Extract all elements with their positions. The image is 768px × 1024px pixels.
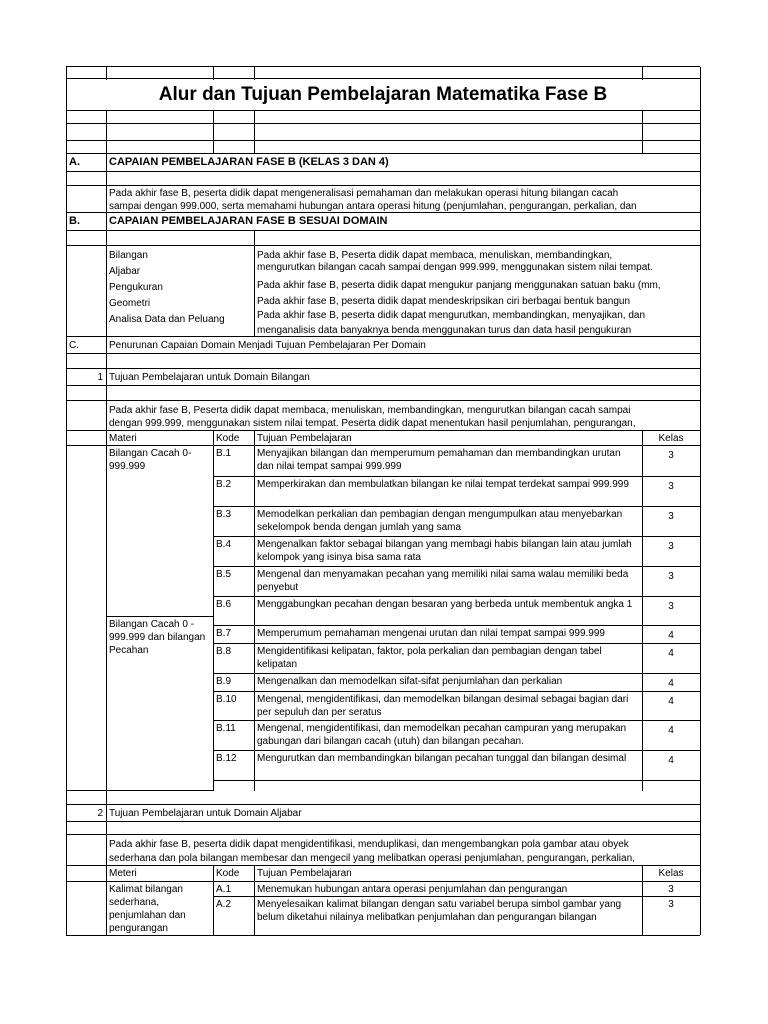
blank-row	[66, 354, 700, 369]
kelas-cell: 3	[668, 601, 674, 612]
tujuan-a1: Menemukan hubungan antara operasi penjumlahan dan pengurangan	[257, 884, 568, 895]
kelas-a2: 3	[668, 899, 674, 910]
kelas-cell: 4	[668, 755, 674, 766]
kelas-cell: 4	[668, 696, 674, 707]
spreadsheet	[66, 66, 700, 936]
blank-row	[66, 172, 700, 186]
domain1-text-line2: dengan 999.999, menggunakan sistem nilai tempat. Peserta didik dapat menentukan hasil penjumlahan, pengurangan,	[109, 418, 636, 429]
domain-name-aljabar: Aljabar	[109, 266, 141, 277]
tujuan-a2: Menyelesaikan kalimat bilangan dengan satu variabel berupa simbol gambar yang belum diketahui nilainya melibatkan penjumlahan dan pengurangan bilangan	[257, 899, 622, 923]
kode-cell: B.4	[216, 539, 232, 550]
tujuan-cell: Memodelkan perkalian dan pembagian dengan mengumpulkan atau menyebarkan sekelompok benda dengan jumlah yang sama	[257, 509, 623, 533]
row-divider	[213, 780, 700, 781]
domain-name-pengukuran: Pengukuran	[109, 282, 163, 293]
blank-row	[66, 822, 700, 835]
domain1-heading: Tujuan Pembelajaran untuk Domain Bilangan	[109, 372, 310, 383]
kode-cell: B.11	[216, 723, 236, 734]
domain-text-pengukuran: Pada akhir fase B, peserta didik dapat mengukur panjang menggunakan satuan baku (mm,	[257, 280, 661, 291]
domain2-text-line1: Pada akhir fase B, peserta didik dapat mengidentifikasi, menduplikasi, dan mengembangkan pola gambar atau obyek	[109, 839, 629, 850]
section-a-label: A.	[69, 156, 80, 168]
header-materi: Materi	[109, 433, 137, 444]
kelas-a1: 3	[668, 884, 674, 895]
blank-row	[66, 231, 700, 246]
kode-cell: B.5	[216, 569, 232, 580]
section-b-domains	[66, 246, 700, 337]
domain-text-bilangan: Pada akhir fase B, Peserta didik dapat membaca, menuliskan, membandingkan,	[257, 250, 613, 261]
tujuan-cell: Memperkirakan dan membulatkan bilangan ke nilai tempat terdekat sampai 999.999	[257, 479, 629, 490]
title-row	[66, 79, 700, 111]
kelas-cell: 4	[668, 678, 674, 689]
materi-bilangan-cacah: Bilangan Cacah 0-999.999	[109, 448, 192, 472]
kode-cell: B.10	[216, 694, 237, 705]
domain2-table-header	[66, 866, 700, 882]
section-a-text-line1: Pada akhir fase B, peserta didik dapat mengeneralisasi pemahaman dan melakukan operasi hitung bilangan cacah	[109, 188, 619, 199]
domain2-text-line2: sederhana dan pola bilangan membesar dan mengecil yang melibatkan operasi penjumlahan, pengurangan, perkalian,	[109, 853, 635, 864]
kelas-cell: 3	[668, 450, 674, 461]
kode-cell: B.7	[216, 628, 232, 639]
kelas-cell: 3	[668, 511, 674, 522]
domain2-number: 2	[97, 808, 103, 819]
kode-cell: B.12	[216, 753, 237, 764]
header-kelas: Kelas	[658, 433, 684, 444]
tujuan-cell: Mengenalkan faktor sebagai bilangan yang membagi habis bilangan lain atau jumlah kelompok yang isinya bisa sama rata	[257, 539, 632, 563]
header-kelas-2: Kelas	[658, 868, 684, 879]
kelas-cell: 4	[668, 725, 674, 736]
kode-a1: A.1	[216, 884, 232, 895]
section-b-heading: CAPAIAN PEMBELAJARAN FASE B SESUAI DOMAIN	[109, 215, 388, 227]
domain2-table-body	[66, 882, 700, 936]
kode-a2: A.2	[216, 899, 232, 910]
section-b-label: B.	[69, 215, 80, 227]
domain-text-analisa-line2: menganalisis data banyaknya benda menggunakan turus dan data hasil pengukuran	[257, 325, 632, 336]
domain2-heading: Tujuan Pembelajaran untuk Domain Aljabar	[109, 808, 302, 819]
blank-row	[66, 124, 700, 141]
materi-kalimat-bilangan: Kalimat bilangan sederhana, penjumlahan dan pengurangan	[109, 884, 186, 934]
domain-text-geometri: Pada akhir fase B, peserta didik dapat mendeskripsikan ciri berbagai bentuk bangun	[257, 296, 631, 307]
domain-name-bilangan: Bilangan	[109, 250, 148, 261]
header-tujuan-2: Tujuan Pembelajaran	[257, 868, 352, 879]
tujuan-cell: Menyajikan bilangan dan memperumum pemahaman dan membandingkan urutan dan nilai tempat sampai 999.999	[257, 448, 621, 472]
tujuan-cell: Mengenal, mengidentifikasi, dan memodelkan pecahan campuran yang merupakan gabungan dari bilangan cacah (utuh) dan bilangan pecahan.	[257, 723, 627, 747]
section-a-row	[66, 154, 700, 172]
kode-cell: B.2	[216, 479, 232, 490]
domain1-text-row	[66, 401, 700, 431]
header-meteri: Meteri	[109, 868, 137, 879]
tujuan-cell: Mengurutkan dan membandingkan bilangan pecahan tunggal dan bilangan desimal	[257, 753, 627, 764]
blank-row	[66, 791, 700, 805]
kelas-cell: 4	[668, 630, 674, 641]
section-c-heading: Penurunan Capaian Domain Menjadi Tujuan Pembelajaran Per Domain	[109, 340, 426, 351]
section-c-row	[66, 337, 700, 354]
tujuan-cell: Mengenal dan menyamakan pecahan yang memiliki nilai sama walau memiliki beda penyebut	[257, 569, 629, 593]
section-a-text-line2: sampai dengan 999.000, serta memahami hubungan antara operasi hitung (penjumlahan, pengurangan, perkalian, dan	[109, 201, 637, 212]
domain1-table-body	[66, 446, 700, 791]
kelas-cell: 3	[668, 481, 674, 492]
domain1-heading-row	[66, 369, 700, 386]
header-kode: Kode	[216, 433, 240, 444]
domain2-text-row	[66, 835, 700, 866]
domain1-table-header	[66, 431, 700, 446]
materi-bilangan-pecahan: Bilangan Cacah 0 - 999.999 dan bilangan Pecahan	[109, 619, 206, 656]
kode-cell: B.3	[216, 509, 232, 520]
domain1-number: 1	[97, 372, 103, 383]
blank-row	[66, 111, 700, 124]
domain-name-geometri: Geometri	[109, 298, 151, 309]
domain2-heading-row	[66, 805, 700, 822]
page-title: Alur dan Tujuan Pembelajaran Matematika Fase B	[158, 84, 608, 105]
kode-cell: B.6	[216, 599, 232, 610]
domain-text-aljabar: mengurutkan bilangan cacah sampai dengan 999.999, menggunakan sistem nilai tempat.	[257, 262, 653, 273]
domain1-text-line1: Pada akhir fase B, Peserta didik dapat membaca, menuliskan, membandingkan, mengurutkan bilangan cacah sampai	[109, 405, 631, 416]
tujuan-cell: Mengenalkan dan memodelkan sifat-sifat penjumlahan dan perkalian	[257, 676, 563, 687]
domain-name-analisa: Analisa Data dan Peluang	[109, 314, 225, 325]
blank-row	[66, 66, 700, 79]
blank-row	[66, 141, 700, 154]
section-c-label: C.	[69, 340, 79, 351]
kode-cell: B.9	[216, 676, 232, 687]
section-a-text-row	[66, 186, 700, 213]
tujuan-cell: Mengidentifikasi kelipatan, faktor, pola perkalian dan pembagian dengan tabel kelipatan	[257, 646, 602, 670]
blank-row	[66, 386, 700, 401]
section-a-heading: CAPAIAN PEMBELAJARAN FASE B (KELAS 3 DAN 4)	[109, 156, 389, 168]
tujuan-cell: Menggabungkan pecahan dengan besaran yang berbeda untuk membentuk angka 1	[257, 599, 633, 610]
kelas-cell: 3	[668, 571, 674, 582]
kode-cell: B.8	[216, 646, 232, 657]
domain-text-analisa: Pada akhir fase B, peserta didik dapat mengurutkan, membandingkan, menyajikan, dan	[257, 310, 646, 321]
kode-cell: B.1	[216, 448, 232, 459]
tujuan-cell: Memperumum pemahaman mengenai urutan dan nilai tempat sampai 999.999	[257, 628, 605, 639]
kelas-cell: 4	[668, 648, 674, 659]
tujuan-cell: Mengenal, mengidentifikasi, dan memodelkan bilangan desimal sebagai bagian dari per sepuluh dan per seratus	[257, 694, 629, 718]
header-tujuan: Tujuan Pembelajaran	[257, 433, 352, 444]
kelas-cell: 3	[668, 541, 674, 552]
section-b-row	[66, 213, 700, 231]
header-kode-2: Kode	[216, 868, 240, 879]
